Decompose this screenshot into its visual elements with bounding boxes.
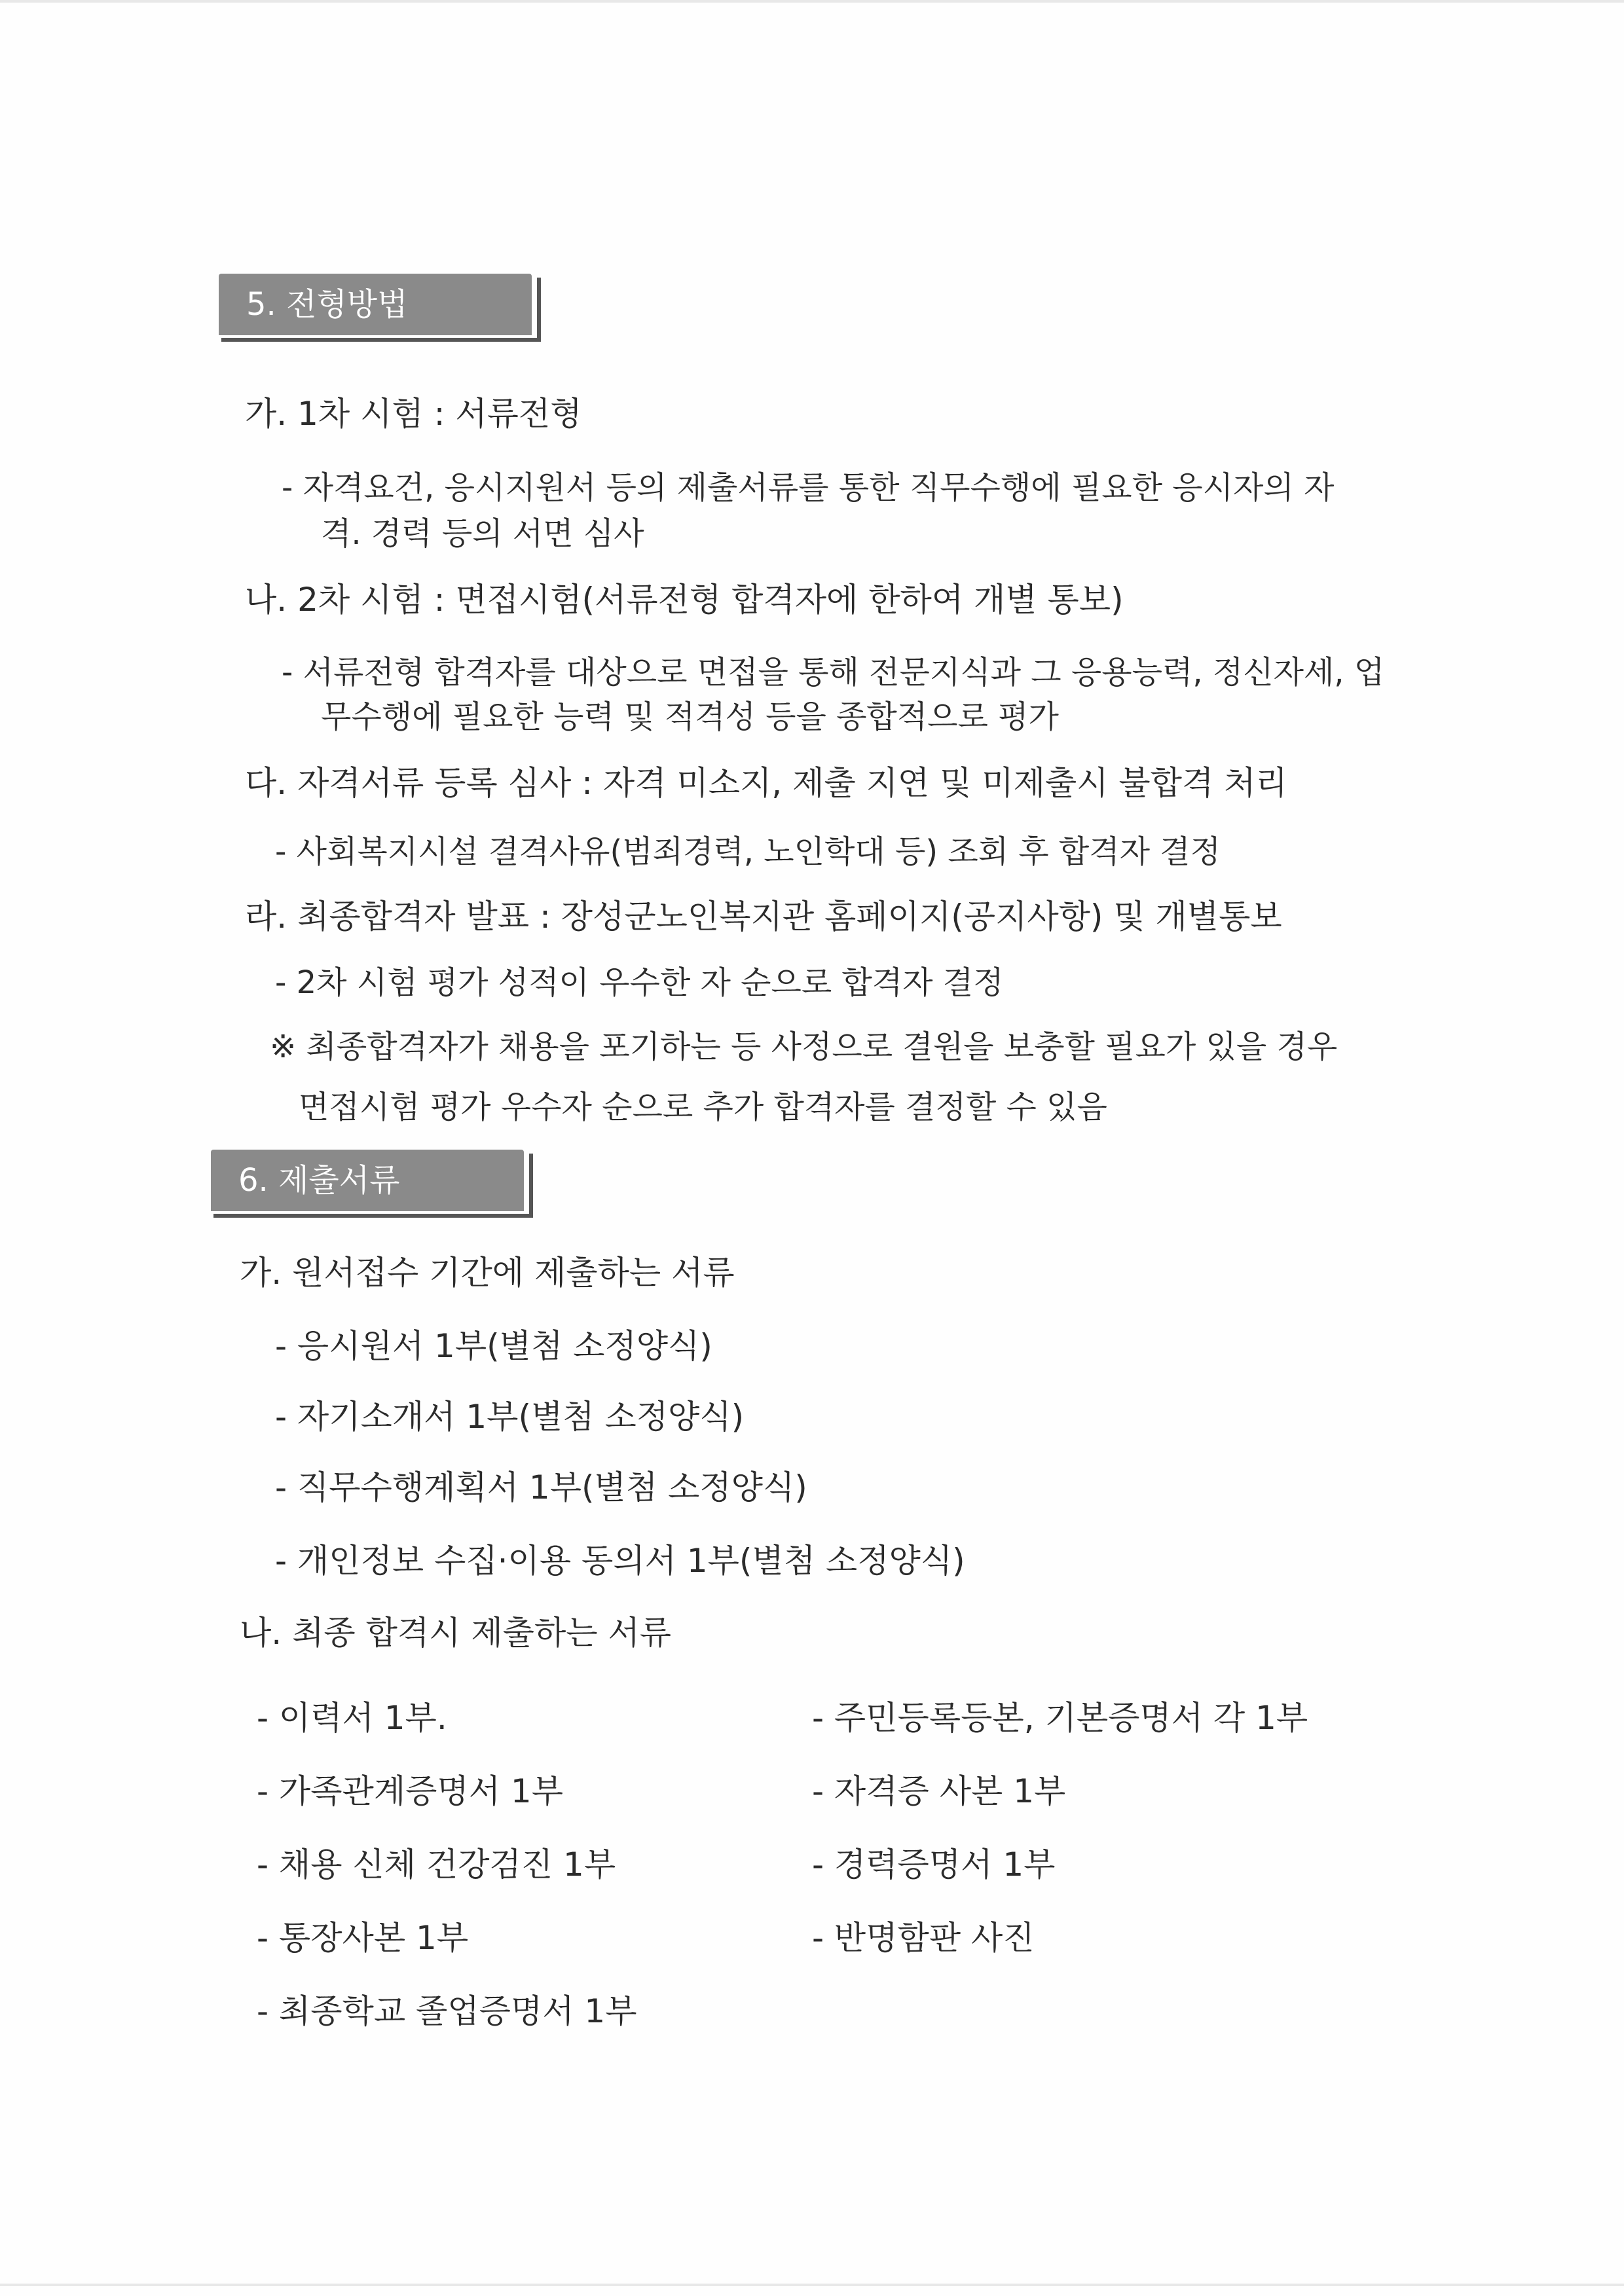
section-5-item-ga-desc-1: - 자격요건, 응시지원서 등의 제출서류를 통한 직무수행에 필요한 응시자의 자: [282, 469, 1335, 506]
section-5-heading: [219, 274, 532, 335]
tab-shadow: [537, 278, 541, 342]
list-item: - 경력증명서 1부: [812, 1846, 1056, 1884]
list-item: - 채용 신체 건강검진 1부: [257, 1846, 616, 1884]
section-6-heading: [211, 1150, 524, 1211]
section-6-item-ga: 가. 원서접수 기간에 제출하는 서류: [240, 1254, 735, 1292]
scan-edge-top: [0, 0, 1624, 3]
section-5-item-na: 나. 2차 시험 : 면접시험(서류전형 합격자에 한하여 개별 통보): [245, 581, 1124, 619]
section-5-item-ga: 가. 1차 시험 : 서류전형: [245, 395, 582, 433]
section-5-note-2: 면접시험 평가 우수자 순으로 추가 합격자를 결정할 수 있음: [299, 1089, 1107, 1125]
tab-shadow: [213, 1214, 533, 1218]
list-item: - 가족관계증명서 1부: [257, 1772, 564, 1810]
tab-shadow: [529, 1154, 533, 1218]
section-5-item-na-desc-1: - 서류전형 합격자를 대상으로 면접을 통해 전문지식과 그 응용능력, 정신자세, 업: [282, 654, 1385, 691]
section-5-item-ra-desc: - 2차 시험 평가 성적이 우수한 자 순으로 합격자 결정: [275, 964, 1004, 1001]
tab-shadow: [221, 338, 541, 342]
list-item: - 직무수행계획서 1부(별첨 소정양식): [275, 1468, 807, 1506]
list-item: - 자격증 사본 1부: [812, 1772, 1066, 1810]
section-5-note-1: ※ 최종합격자가 채용을 포기하는 등 사정으로 결원을 보충할 필요가 있을 경우: [270, 1029, 1338, 1065]
section-5-item-da: 다. 자격서류 등록 심사 : 자격 미소지, 제출 지연 및 미제출시 불합격 처리: [245, 764, 1287, 802]
scan-edge-bottom: [0, 2284, 1624, 2286]
list-item: - 개인정보 수집·이용 동의서 1부(별첨 소정양식): [275, 1542, 965, 1580]
list-item: - 응시원서 1부(별첨 소정양식): [275, 1327, 712, 1365]
section-5-item-na-desc-2: 무수행에 필요한 능력 및 적격성 등을 종합적으로 평가: [321, 699, 1059, 735]
list-item: - 반명함판 사진: [812, 1919, 1035, 1957]
list-item: - 주민등록등본, 기본증명서 각 1부: [812, 1699, 1308, 1737]
section-5-title: 5. 전형방법: [246, 286, 408, 323]
section-6-item-na: 나. 최종 합격시 제출하는 서류: [240, 1614, 672, 1652]
section-5-item-da-desc: - 사회복지시설 결격사유(범죄경력, 노인학대 등) 조회 후 합격자 결정: [275, 833, 1221, 870]
section-6-title: 6. 제출서류: [238, 1162, 400, 1199]
section-5-item-ra: 라. 최종합격자 발표 : 장성군노인복지관 홈페이지(공지사항) 및 개별통보: [245, 898, 1282, 936]
list-item: - 이력서 1부.: [257, 1699, 447, 1737]
list-item: - 최종학교 졸업증명서 1부: [257, 1992, 637, 2030]
list-item: - 통장사본 1부: [257, 1919, 469, 1957]
section-5-item-ga-desc-2: 격. 경력 등의 서면 심사: [321, 515, 644, 552]
list-item: - 자기소개서 1부(별첨 소정양식): [275, 1398, 745, 1436]
